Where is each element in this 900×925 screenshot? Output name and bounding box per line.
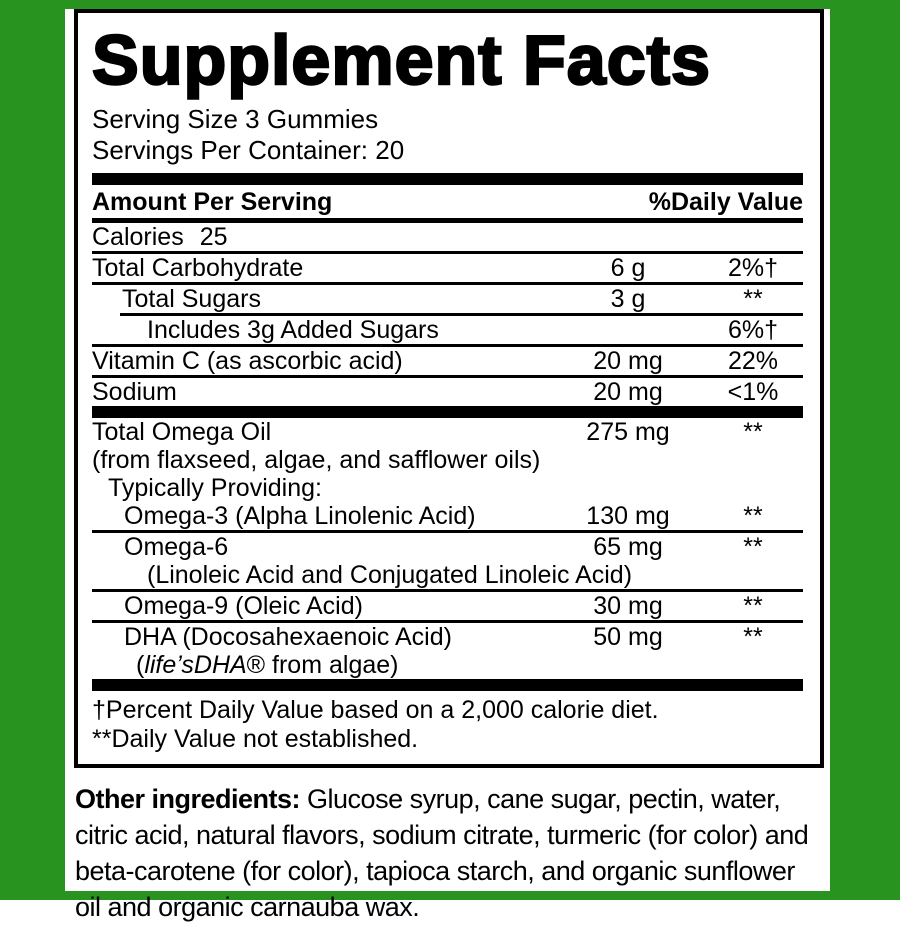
nutrient-label: Sodium [92, 377, 177, 406]
nutrient-amount: 50 mg [593, 622, 663, 651]
nutrient-amount: 275 mg [586, 417, 670, 446]
other-ingredients [65, 768, 830, 925]
label-panel [65, 9, 830, 922]
nutrient-daily-value: ** [743, 501, 763, 530]
thick-divider-middle [92, 406, 803, 418]
thick-divider-bottom [92, 679, 803, 691]
nutrient-row-total-sugars [92, 285, 803, 313]
supplement-facts-title: Supplement Facts [92, 21, 711, 99]
nutrient-daily-value: ** [743, 532, 763, 561]
column-header-row [92, 185, 803, 218]
nutrient-row-dha [92, 623, 803, 651]
nutrient-amount: 130 mg [586, 501, 670, 530]
nutrient-daily-value: <1% [727, 377, 779, 406]
omega-6-sub-note: (Linoleic Acid and Conjugated Linoleic Acid) [147, 560, 633, 589]
servings-per-container: Servings Per Container: 20 [92, 134, 405, 165]
calories-value: 25 [199, 222, 228, 251]
dha-sub-note [92, 651, 803, 679]
amount-per-serving-header: Amount Per Serving [92, 187, 333, 216]
nutrient-amount: 20 mg [593, 377, 663, 406]
nutrient-amount: 65 mg [593, 532, 663, 561]
nutrient-label: Omega-6 [124, 532, 229, 561]
calories-row [92, 223, 803, 251]
nutrient-daily-value: ** [743, 417, 763, 446]
nutrient-label: Omega-3 (Alpha Linolenic Acid) [124, 501, 476, 530]
calories-label: Calories [92, 222, 184, 251]
thick-divider-top [92, 173, 803, 185]
nutrient-row-added-sugars [92, 316, 803, 344]
nutrient-row-omega-6 [92, 533, 803, 561]
nutrient-row-total-omega-oil [92, 418, 803, 446]
nutrient-row-sodium [92, 378, 803, 406]
nutrient-daily-value: 22% [727, 346, 779, 375]
footnotes [92, 696, 803, 754]
other-ingredients-text: Glucose syrup, cane sugar, pectin, water, citric acid, natural flavors, sodium citrate, turmeric (for color) and beta-carotene (for color), tapioca starch, and organic sunflower oil and organic carnauba wax. [75, 783, 809, 922]
dha-sub-pre: ( [136, 650, 145, 679]
nutrient-amount: 30 mg [593, 591, 663, 620]
nutrient-amount: 20 mg [593, 346, 663, 375]
nutrient-label: DHA (Docosahexaenoic Acid) [124, 622, 452, 651]
typically-providing-note: Typically Providing: [108, 473, 322, 502]
dha-sub-post: ® from algae) [246, 650, 399, 679]
nutrient-amount: 3 g [610, 284, 646, 313]
nutrient-daily-value: 2%† [727, 253, 779, 282]
nutrient-daily-value: 6%† [727, 315, 779, 344]
nutrient-row-omega-3 [92, 502, 803, 530]
footnote-daily-value: †Percent Daily Value based on a 2,000 calorie diet. [92, 695, 659, 724]
nutrient-daily-value: ** [743, 284, 763, 313]
daily-value-header: %Daily Value [648, 187, 803, 216]
supplement-facts-box [74, 9, 824, 768]
other-ingredients-label: Other ingredients: [75, 783, 301, 814]
nutrient-label: Includes 3g Added Sugars [147, 315, 439, 344]
serving-size: Serving Size 3 Gummies [92, 103, 379, 134]
nutrient-row-vitamin-c [92, 347, 803, 375]
nutrient-label: Total Omega Oil [92, 417, 272, 446]
lifes-dha-brand: life’sDHA [144, 650, 247, 679]
nutrient-label: Vitamin C (as ascorbic acid) [92, 346, 403, 375]
nutrient-label: Total Carbohydrate [92, 253, 304, 282]
nutrient-amount: 6 g [610, 253, 646, 282]
nutrient-row-omega-9 [92, 592, 803, 620]
nutrient-label: Omega-9 (Oleic Acid) [124, 591, 363, 620]
nutrient-row-total-carbohydrate [92, 254, 803, 282]
nutrient-daily-value: ** [743, 591, 763, 620]
nutrient-label: Total Sugars [122, 284, 261, 313]
footnote-not-established: **Daily Value not established. [92, 724, 419, 753]
nutrient-daily-value: ** [743, 622, 763, 651]
omega-oil-source-note: (from flaxseed, algae, and safflower oils) [92, 445, 541, 474]
